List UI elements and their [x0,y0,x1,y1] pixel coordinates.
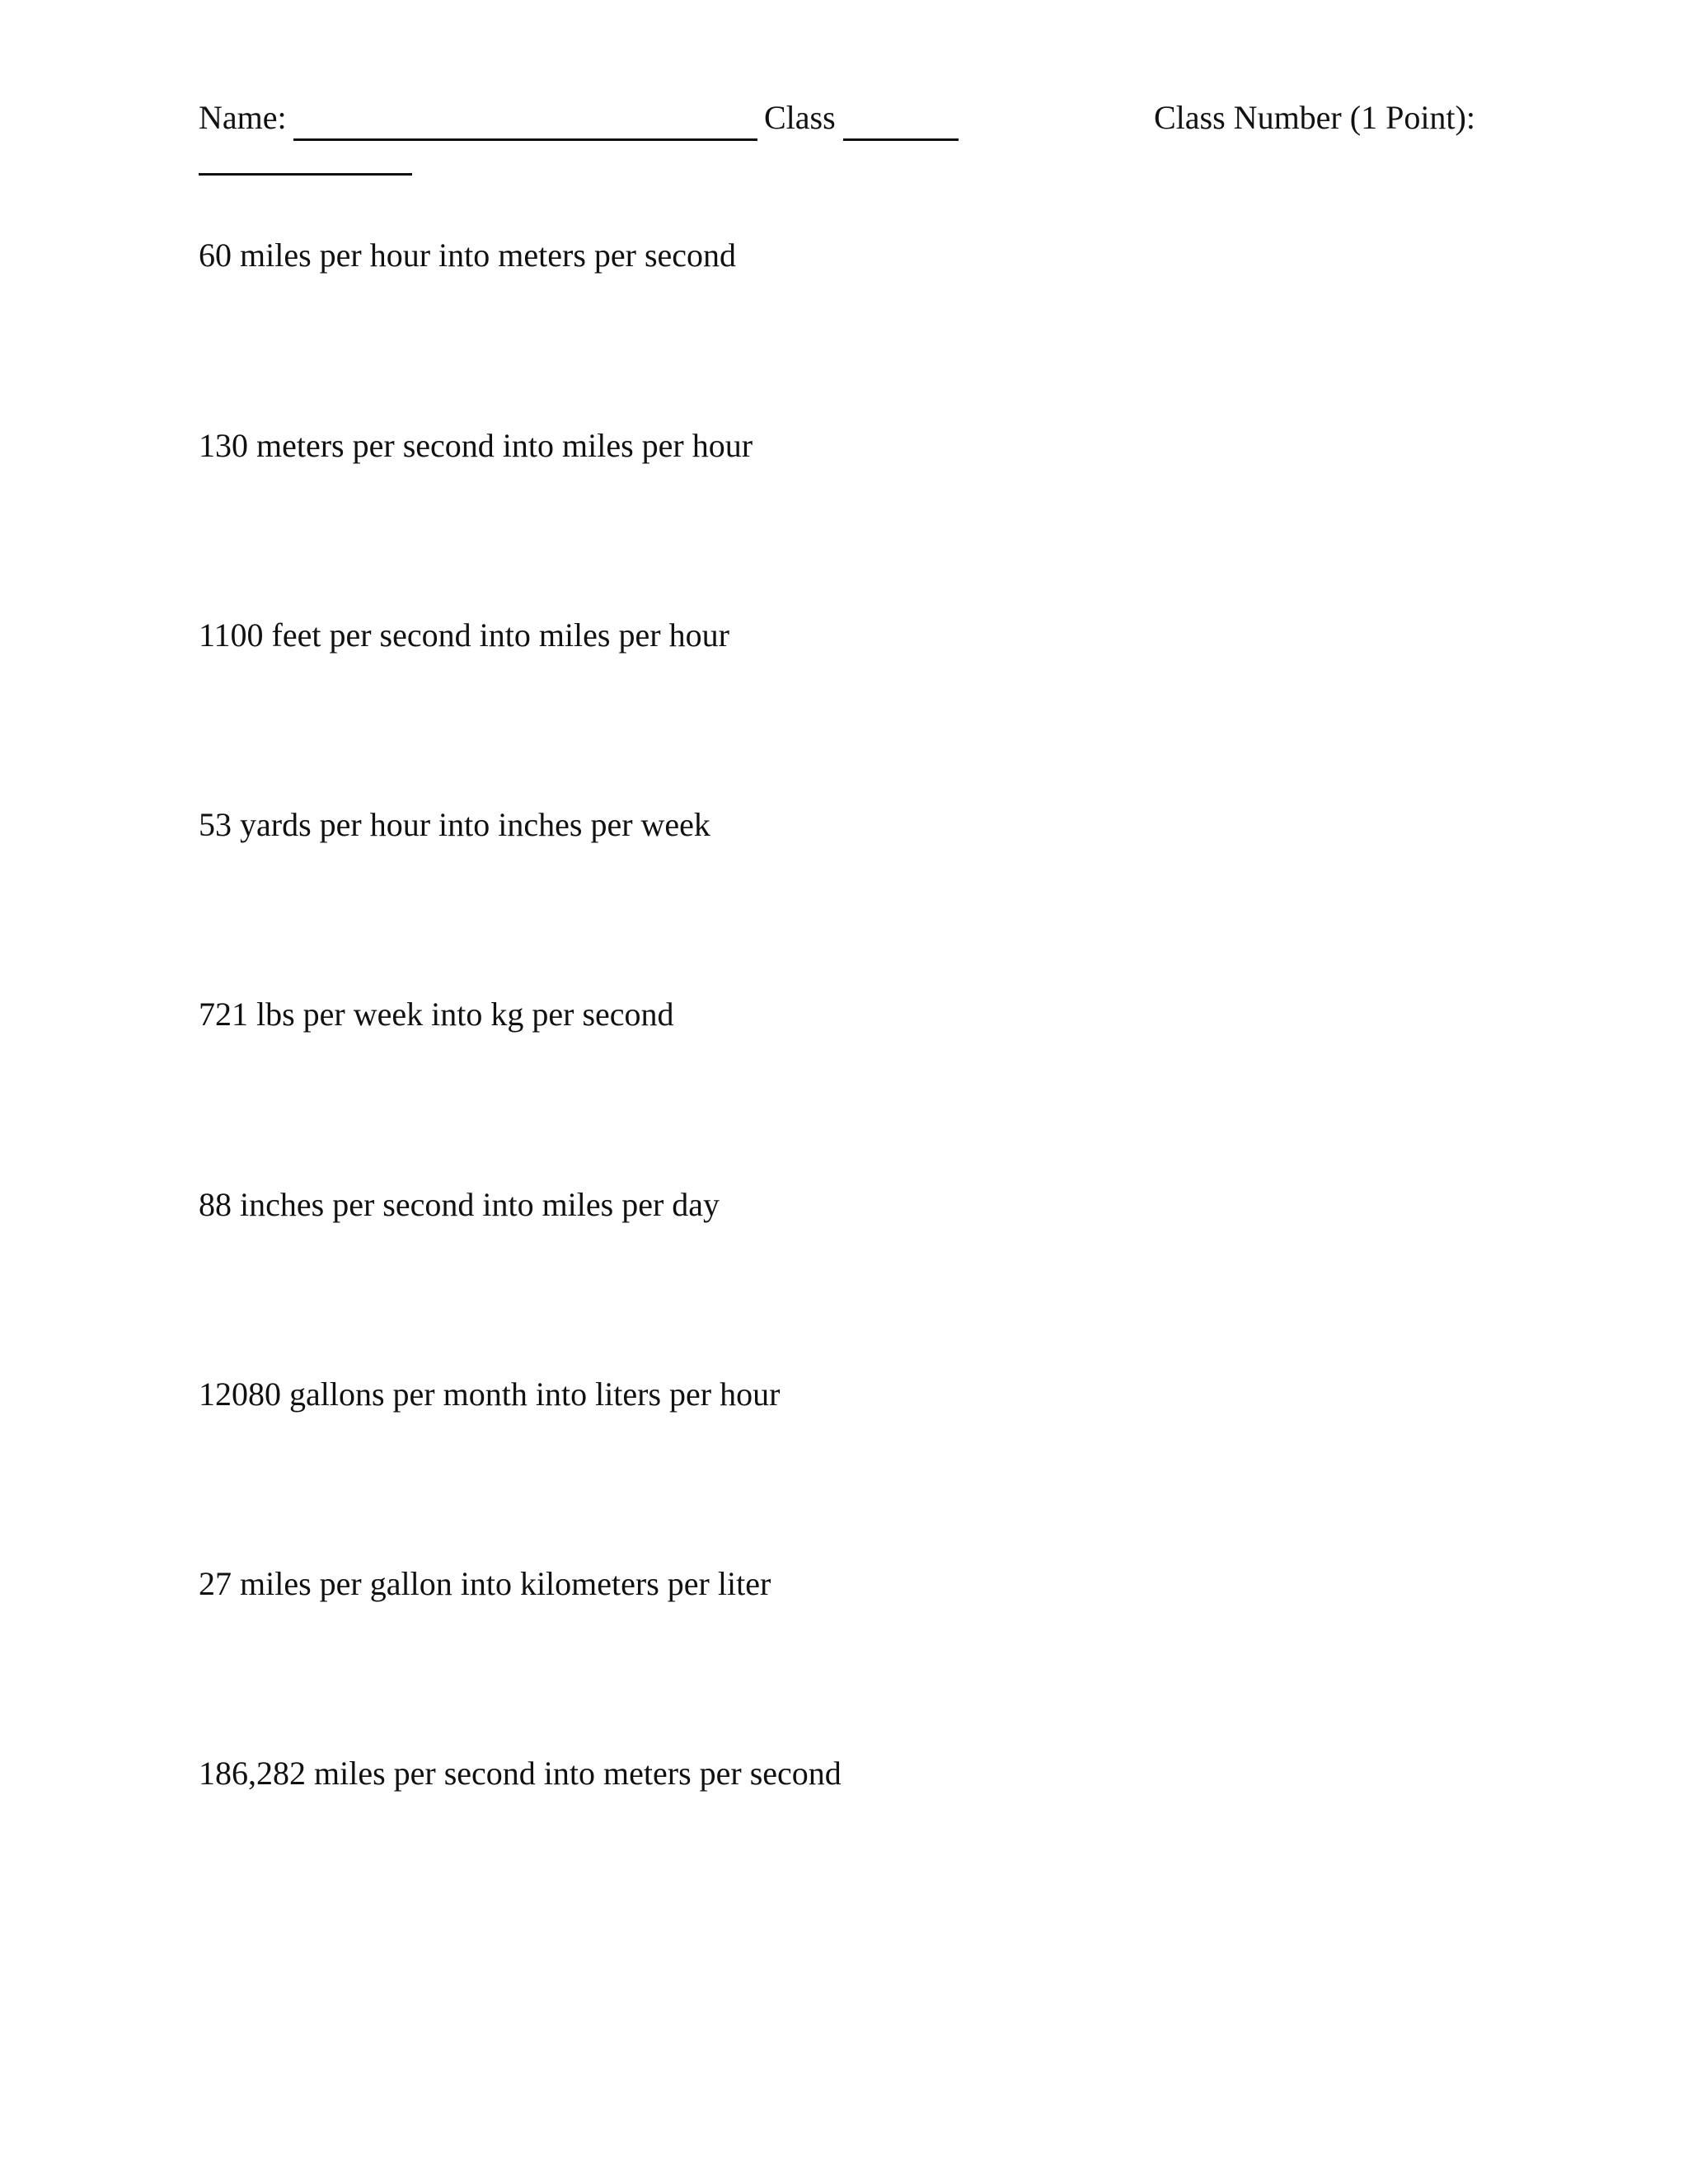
name-blank-line[interactable] [293,99,757,141]
class-blank-line[interactable] [843,99,959,141]
problem-item: 186,282 miles per second into meters per second [199,1755,842,1792]
problem-item: 130 meters per second into miles per hour [199,427,753,464]
class-number-label: Class Number (1 Point): [1154,99,1475,136]
problem-item: 60 miles per hour into meters per second [199,237,737,274]
problem-item: 88 inches per second into miles per day [199,1186,720,1223]
problem-item: 1100 feet per second into miles per hour [199,616,729,654]
name-label: Name: [199,99,287,136]
class-number-blank-line[interactable] [199,138,412,176]
class-label: Class [764,99,836,136]
problem-item: 12080 gallons per month into liters per hour [199,1376,781,1413]
problem-item: 721 lbs per week into kg per second [199,996,674,1033]
problem-item: 27 miles per gallon into kilometers per liter [199,1565,771,1602]
problem-item: 53 yards per hour into inches per week [199,806,710,843]
